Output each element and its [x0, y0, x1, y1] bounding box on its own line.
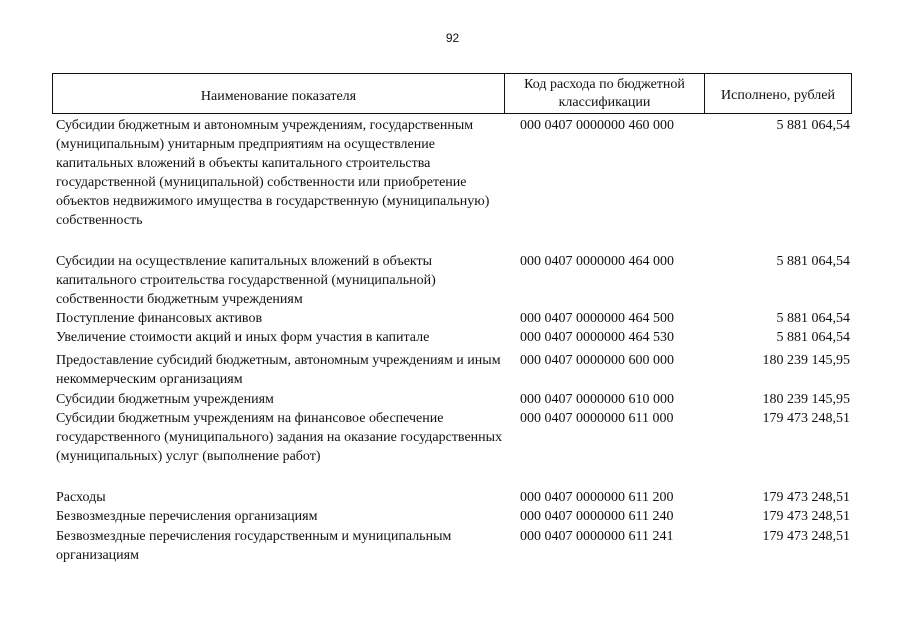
row-code: 000 0407 0000000 464 530 — [520, 330, 674, 345]
row-name: Увеличение стоимости акций и иных форм участия в капитале — [56, 330, 430, 345]
row-code: 000 0407 0000000 611 000 — [520, 411, 674, 426]
row-amount: 180 239 145,95 — [762, 353, 850, 368]
header-code: Код расхода по бюджетной классификации — [504, 74, 704, 113]
row-amount: 180 239 145,95 — [762, 392, 850, 407]
row-amount: 5 881 064,54 — [776, 330, 850, 345]
table-header — [52, 73, 852, 114]
row-amount: 5 881 064,54 — [776, 254, 850, 269]
row-name: Расходы — [56, 490, 106, 505]
page-number: 92 — [445, 31, 460, 45]
row-amount: 5 881 064,54 — [776, 311, 850, 326]
row-code: 000 0407 0000000 464 500 — [520, 311, 674, 326]
row-name: Поступление финансовых активов — [56, 311, 263, 326]
row-code: 000 0407 0000000 611 200 — [520, 490, 674, 505]
row-name: Субсидии бюджетным учреждениям — [56, 392, 274, 407]
row-code: 000 0407 0000000 460 000 — [520, 118, 674, 133]
header-name: Наименование показателя — [200, 88, 357, 104]
row-name: Субсидии бюджетным и автономным учреждениям, государственным (муниципальным) унитарным предприятиям на осуществление капитальных вложений в объекты капитального строительства государственной (муниципальной) собственности или приобретение объектов недвижимого имущества в государственную (муниципальную) собственность — [56, 118, 490, 228]
row-name: Субсидии на осуществление капитальных вложений в объекты капитального строительства государственной (муниципальной) собственности бюджетным учреждениям — [56, 254, 436, 307]
row-code: 000 0407 0000000 464 000 — [520, 254, 674, 269]
row-amount: 179 473 248,51 — [762, 509, 850, 524]
row-amount: 179 473 248,51 — [762, 411, 850, 426]
row-name: Безвозмездные перечисления государственным и муниципальным организациям — [56, 529, 452, 563]
row-code: 000 0407 0000000 610 000 — [520, 392, 674, 407]
row-code: 000 0407 0000000 611 241 — [520, 529, 674, 544]
row-name: Безвозмездные перечисления организациям — [56, 509, 318, 524]
row-code: 000 0407 0000000 611 240 — [520, 509, 674, 524]
row-name: Предоставление субсидий бюджетным, автономным учреждениям и иным некоммерческим организациям — [56, 353, 501, 387]
row-name: Субсидии бюджетным учреждениям на финансовое обеспечение государственного (муниципального) задания на оказание государственных (муниципальных) услуг (выполнение работ) — [56, 411, 503, 464]
header-amount: Исполнено, рублей — [704, 74, 851, 113]
row-amount: 179 473 248,51 — [762, 529, 850, 544]
row-amount: 5 881 064,54 — [776, 118, 850, 133]
row-amount: 179 473 248,51 — [762, 490, 850, 505]
row-code: 000 0407 0000000 600 000 — [520, 353, 674, 368]
